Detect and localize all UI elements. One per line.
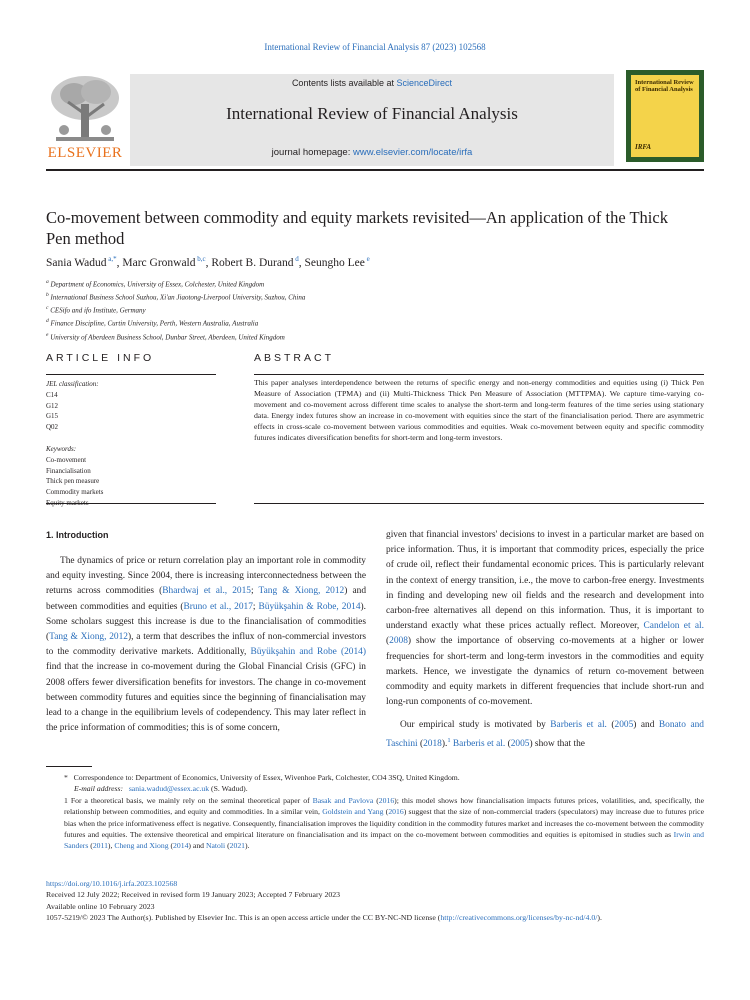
citation-link[interactable]: Irwin and Sanders [64,830,704,851]
citation-link[interactable]: 2018 [423,739,442,750]
text-run: ) suggest that the size of non-commercial traders (speculators) may increase due to futures price bias when the price informativeness effect is negative. Consequently, financialisation improves the liquidity condition in the commodity futures market and increases the co-movement between the commodity futures and equities. The extensive theoretical and empirical literature on financialisation and its impact on the co-movement between commodities and equities is epitomised in studies such as [64,807,705,840]
cover-abbreviation: IRFA [635,143,652,151]
homepage-line [130,147,614,158]
citation-link[interactable]: Barberis et al. [452,739,506,750]
license-statement [46,912,704,923]
text-run: ; [252,601,259,612]
tree-logo-icon [46,74,124,144]
affiliation-text: CESifo and ifo Institute, Germany [48,306,146,315]
text-run: ); this model shows how financialisation impacts futures prices, volatilities, and, specifically, the relationship between commodities, and equity and commodities. In a similar vein, [64,795,705,817]
text-run: ). [441,739,448,750]
citation-link[interactable]: 2005 [510,739,530,750]
citation-link[interactable]: 2011 [92,841,108,851]
divider [46,374,216,375]
journal-reference[interactable]: International Review of Financial Analysis 87 (2023) 102568 [264,42,486,52]
text-run: ( [505,739,511,750]
article-info [46,379,226,509]
section-heading-introduction: 1. Introduction [46,530,109,540]
divider [254,503,704,504]
citation-link[interactable]: Cheng and Xiong [114,841,169,851]
affiliation [46,330,305,343]
cover-title: International Review of Financial Analysis [635,79,694,93]
elsevier-logo [46,74,124,162]
affiliation [46,303,305,316]
author-name: Sania Wadud [46,256,107,269]
affiliation [46,316,305,329]
text-run: 1 [64,795,68,805]
journal-homepage-link[interactable]: www.elsevier.com/locate/irfa [353,147,473,158]
text-run: ( [417,739,424,750]
text-run: ( [386,636,390,647]
divider [254,374,704,375]
author-name: Marc Gronwald [122,256,196,269]
publication-info [46,878,704,923]
available-online: Available online 10 February 2023 [46,901,155,911]
text-run: ( [383,807,389,817]
author-affiliation-marker[interactable]: d [293,255,299,263]
author-affiliation-marker[interactable]: e [364,255,370,263]
text-run: ), [107,841,115,851]
affiliation-text: University of Aberdeen Business School, Dunbar Street, Aberdeen, United Kingdom [48,332,285,341]
publisher-wordmark: ELSEVIER [47,145,123,161]
jel-code: C14 [46,390,58,399]
abstract-text: This paper analyses interdependence between the returns of specific energy and non-energy commodities and equities using (i) Thick Pen Measure of Association (TPMA) and (ii) Multi-Thickness Thick Pen Measure of Association (MTTPMA). We capture time-varying co-movement and co-movement across different time scales to analyse the short-term and long-term features of the time series using stationary data. Energy index futures show an increase in co-movement with equities since the start of the financialisation period. There are asymmetric effects in cross-scale co-movement between various commodities and equities. Weak co-movement between equity and specific commodity futures indicates diversification benefits for short-term and long-term investors. [254,378,704,442]
text-run: ) show that the [529,739,585,750]
citation-link[interactable]: Basak and Pavlova [312,795,374,805]
affiliation-key: d [46,318,49,325]
divider [46,503,216,504]
text-run: ) show the importance of observing co-movements at a higher or lower frequencies for short-term and long-term investors in the commodities and equity markets. Hence, we investigate the dynamics of return co-movement between commodity and equity markets in different frequencies that include short-run and long-run components of co-movement. [386,636,704,708]
article-info-heading: ARTICLE INFO [46,352,155,364]
citation-link[interactable]: Bonato and Taschini [386,720,704,750]
keyword: Financialisation [46,466,91,475]
license-suffix: ). [597,912,602,922]
text-run: ( [373,795,379,805]
author[interactable] [122,257,205,269]
text-run: find that the increase in co-movement during the Global Financial Crisis (GFC) in 2008 offers fewer diversification benefits for investors. The change in co-movement between commodity futures and equities since the beginning of financialisation may lead to a change in the equilibrium levels of codependency. This may later reflect in the price information of commodities; this is of some concern, [46,662,366,734]
text-run: ) and [188,841,206,851]
jel-code: Q02 [46,423,59,432]
text-run: ( [168,841,174,851]
author-affiliation-marker[interactable]: a,* [106,255,117,263]
citation-link[interactable]: Tang & Xiong, 2012 [258,586,345,597]
citation-link[interactable]: Bruno et al., 2017 [183,601,253,612]
correspondence-text: Correspondence to: Department of Economics, University of Essex, Wivenhoe Park, Colchester, CO4 3SQ, United Kingdom. [73,773,460,782]
keywords-label: Keywords: [46,444,77,453]
article-title: Co-movement between commodity and equity markets revisited—An application of the Thick Pen method [46,208,668,248]
citation-link[interactable]: 2005 [614,720,634,730]
text-run: ). Some scholars suggest this increase is due to the financialisation of commodities ( [46,601,366,643]
email-label: E-mail address: [74,784,124,794]
abstract-heading: ABSTRACT [254,352,335,364]
keyword: Co-movement [46,455,87,464]
text-run: ( [88,841,93,851]
license-prefix: 1057-5219/© 2023 The Author(s). Published by Elsevier Inc. This is an open access article under the CC BY-NC-ND license ( [46,912,441,922]
jel-code: G15 [46,412,59,421]
intro-paragraph-1 [46,554,366,736]
text-run: The dynamics of price or return correlation play an important role in commodity and equity investing. Since 2004, there is increasing interconnectedness between the returns across commodities ( [46,556,366,597]
citation-link[interactable]: Tang & Xiong, 2012 [49,632,128,643]
license-link[interactable]: http://creativecommons.org/licenses/by-nc-nd/4.0/ [440,912,598,922]
affiliation-key: b [46,292,49,299]
email-suffix: (S. Wadud). [209,784,248,794]
homepage-prefix: journal homepage: [271,147,351,158]
affiliation-text: Department of Economics, University of Essex, Colchester, United Kingdom [48,280,265,289]
journal-title: International Review of Financial Analysis [226,104,518,123]
citation-link[interactable]: Candelon et al. [643,621,704,632]
correspondence-note [46,772,704,783]
sciencedirect-link[interactable]: ScienceDirect [396,78,453,88]
author-name: Seungho Lee [304,256,365,269]
citation-link[interactable]: Büyükşahin and Robe (2014) [250,647,366,658]
affiliation-key: e [46,331,49,338]
text-run: ) and between commodities and equities ( [46,586,367,612]
text-run: ( [606,720,615,730]
footnote-1 [46,795,704,852]
affiliation [46,277,305,290]
author-list: Sania Wadud $^{a,*}$, Marc Gronwald $^{b,c}$, Robert B. Durand $^d$, Seungho Lee $^e$ [46,255,370,269]
affiliation [46,290,305,303]
journal-masthead [130,74,614,166]
contents-line [130,78,614,88]
citation-link[interactable]: Natoli [205,841,226,851]
citation-link[interactable]: Büyükşahin & Robe, 2014 [258,601,361,612]
email-line [46,783,704,794]
intro-paragraph-2 [386,718,704,753]
header-divider [46,169,704,171]
correspondence-mark: * [64,773,68,782]
citation-link[interactable]: Goldstein and Yang [322,807,384,817]
email-link[interactable]: sania.wadud@essex.ac.uk [128,784,210,794]
keyword: Thick pen measure [46,477,100,486]
text-run: ). [245,841,250,851]
author-affiliation-marker[interactable]: b,c [195,255,206,263]
footnotes [46,772,704,852]
affiliation-text: Finance Discipline, Curtin University, Perth, Western Australia, Australia [48,319,259,328]
keyword-list [46,455,226,509]
text-run: given that financial investors' decisions to invest in a particular market are based on price information. Thus, it is important that commodity prices, especially the price of crude oil, reflect their fundamental economic prices. This is particularly relevant in the context of energy transition, i.e., the move to carbon-free energy. Investments in finding and developing new oil fields and the research and development into carbon-free alternatives all depend on this information. Thus, it is important to understand exactly what these prices actually reflect. Moreover, [386,530,704,632]
affiliation-key: a [46,279,49,285]
citation-link[interactable]: Bhardwaj et al., 2015 [162,586,251,597]
footnote-divider [46,766,92,767]
author[interactable] [46,257,117,269]
doi-link[interactable]: https://doi.org/10.1016/j.irfa.2023.102568 [46,879,178,888]
text-run: ), a term that describes the influx of non-commercial investors to the commodity derivative markets. Additionally, [46,632,366,658]
citation-link[interactable]: 2016 [388,807,404,817]
citation-link[interactable]: 2014 [173,841,189,851]
intro-paragraph-1-continued [386,528,704,710]
affiliation-list [46,277,305,343]
affiliation-text: International Business School Suzhou, Xi'an Jiaotong-Liverpool University, Suzhou, China [48,293,306,302]
jel-label: JEL classification: [46,380,99,388]
citation-link[interactable]: 2021 [229,841,246,851]
jel-code: G12 [46,401,59,410]
cover-panel [631,75,699,157]
text-run: ( [225,841,230,851]
jel-code-list [46,390,226,433]
citation-link[interactable]: 2008 [389,636,408,647]
author[interactable] [304,257,369,269]
journal-cover-thumbnail[interactable] [626,70,704,162]
text-run: ; [251,586,259,597]
contents-prefix: Contents lists available at [291,78,394,88]
keyword: Commodity markets [46,488,104,497]
text-run: For a theoretical basis, we mainly rely on the seminal theoretical paper of [67,795,313,805]
citation-link[interactable]: 2016 [378,795,395,805]
footnote-marker[interactable]: 1 [447,737,451,745]
text-run: ) and [633,720,659,730]
author[interactable] [211,257,298,269]
text-run: Our empirical study is motivated by [400,720,551,730]
citation-link[interactable]: Barberis et al. [550,720,607,730]
author-name: Robert B. Durand [211,256,294,269]
affiliation-key: c [46,305,49,312]
history-dates: Received 12 July 2022; Received in revised form 19 January 2023; Accepted 7 February 2023 [46,890,341,900]
